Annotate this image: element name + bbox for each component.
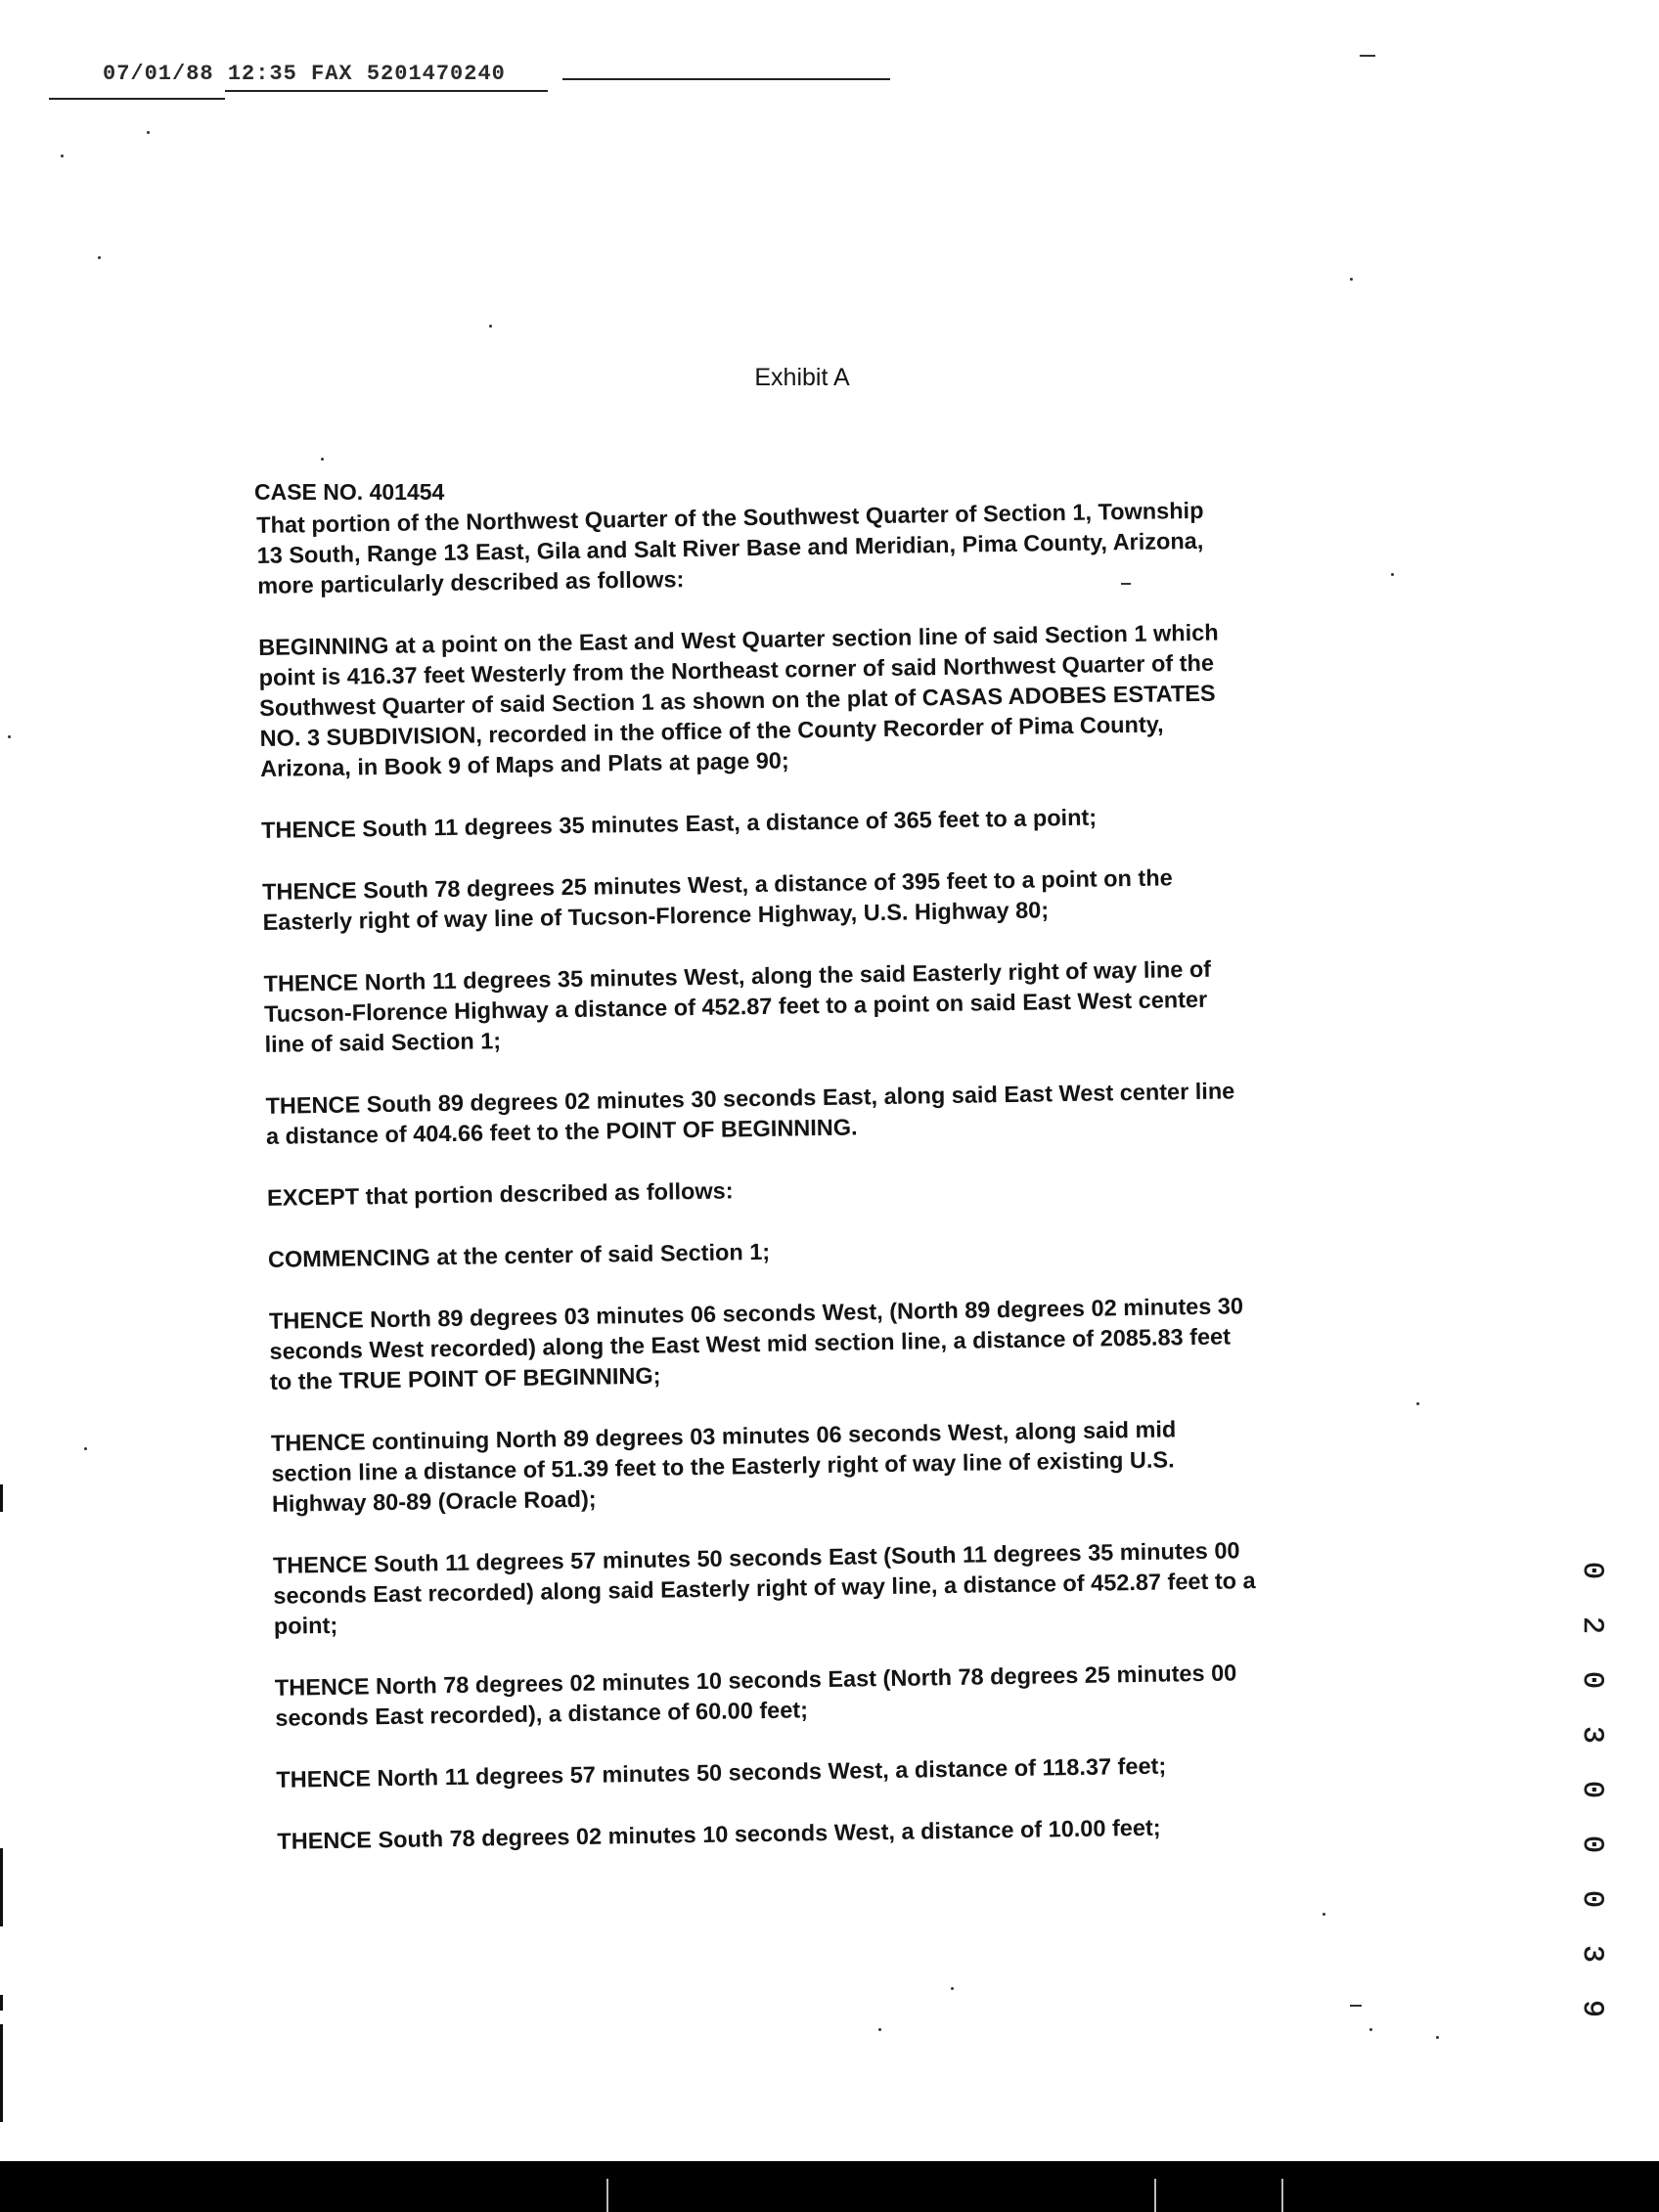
scan-bottom-tick [1154, 2179, 1156, 2212]
fax-header-rule [562, 78, 890, 80]
scan-speck [1369, 2028, 1372, 2031]
scan-dash [1350, 2005, 1362, 2007]
paragraph: THENCE South 78 degrees 02 minutes 10 seconds West, a distance of 10.00 feet; [277, 1814, 1161, 1854]
paragraph: THENCE continuing North 89 degrees 03 minutes 06 seconds West, along said mid section line a distance of 51.39 feet to the Easterly right of way line of existing U.S. Highway 80-89 (Oracle Road); [270, 1416, 1177, 1517]
fax-header: 07/01/88 12:35 FAX 5201470240 [103, 62, 506, 86]
page-title: Exhibit A [754, 364, 850, 391]
scan-bottom-tick [606, 2179, 608, 2212]
fax-header-rule [49, 98, 225, 100]
scan-speck [1350, 278, 1353, 281]
scan-bottom-tick [1281, 2179, 1283, 2212]
case-number: CASE NO. 401454 [254, 479, 445, 505]
paragraph: COMMENCING at the center of said Section 1; [267, 1238, 771, 1272]
paragraph: That portion of the Northwest Quarter of the Southwest Quarter of Section 1, Township 13 South, Range 13 East, Gila and Salt River Base and Meridian, Pima County, Arizona, more particularly described as follows: [256, 497, 1204, 598]
scan-speck [1436, 2036, 1439, 2039]
scan-speck [878, 2028, 881, 2031]
paragraph: EXCEPT that portion described as follows: [266, 1177, 734, 1211]
paragraph: THENCE South 11 degrees 57 minutes 50 seconds East (South 11 degrees 35 minutes 00 seconds East recorded) along said Easterly right of way line, a distance of 452.87 feet to a point; [272, 1537, 1256, 1639]
scan-speck [84, 1447, 87, 1450]
paragraph: THENCE South 78 degrees 25 minutes West, a distance of 395 feet to a point on the Easterly right of way line of Tucson-Florence Highway, U.S. Highway 80; [261, 864, 1173, 935]
legal-description [256, 493, 1412, 1888]
paragraph: THENCE North 89 degrees 03 minutes 06 seconds West, (North 89 degrees 02 minutes 30 seconds West recorded) along the East West mid section line, a distance of 2085.83 feet to the TRUE POINT OF BEGINNING; [268, 1293, 1244, 1394]
document-number-stamp [1575, 1555, 1608, 2028]
paragraph: THENCE North 11 degrees 57 minutes 50 seconds West, a distance of 118.37 feet; [276, 1752, 1167, 1792]
scan-speck [489, 325, 492, 328]
scan-speck [98, 256, 101, 259]
scan-speck [321, 458, 324, 461]
left-margin-mark [0, 1484, 3, 1512]
scan-speck [951, 1987, 954, 1990]
paragraph: THENCE South 11 degrees 35 minutes East, a distance of 365 feet to a point; [260, 804, 1098, 843]
scan-speck [61, 155, 64, 157]
scan-dash [1360, 55, 1375, 57]
paragraph: THENCE North 78 degrees 02 minutes 10 seconds East (North 78 degrees 25 minutes 00 seconds East recorded), a distance of 60.00 feet; [274, 1659, 1237, 1731]
document-number-text: 0 2 0 3 0 0 0 3 9 [1575, 1562, 1608, 2028]
left-margin-mark [0, 1848, 3, 1926]
scan-speck [147, 131, 150, 134]
left-margin-mark [0, 1995, 3, 2011]
scan-bottom-bar [0, 2161, 1659, 2212]
scan-speck [1323, 1913, 1325, 1916]
scan-speck [8, 735, 11, 738]
paragraph: THENCE North 11 degrees 35 minutes West, along the said Easterly right of way line of Tucson-Florence Highway a distance of 452.87 feet to a point on said East West center line of said Section 1; [263, 955, 1212, 1057]
paragraph: THENCE South 89 degrees 02 minutes 30 seconds East, along said East West center line a distance of 404.66 feet to the POINT OF BEGINNING. [265, 1078, 1235, 1149]
paragraph: BEGINNING at a point on the East and West Quarter section line of said Section 1 which point is 416.37 feet Westerly from the Northeast corner of said Northwest Quarter of the Southwest Quarter of said Section 1 as shown on the plat of CASAS ADOBES ESTATES NO. 3 SUBDIVISION, recorded in the office of the County Recorder of Pima County, Arizona, in Book 9 of Maps and Plats at page 90; [257, 619, 1219, 781]
left-margin-mark [0, 2024, 3, 2122]
scan-speck [1416, 1402, 1419, 1405]
fax-header-rule [225, 90, 548, 92]
